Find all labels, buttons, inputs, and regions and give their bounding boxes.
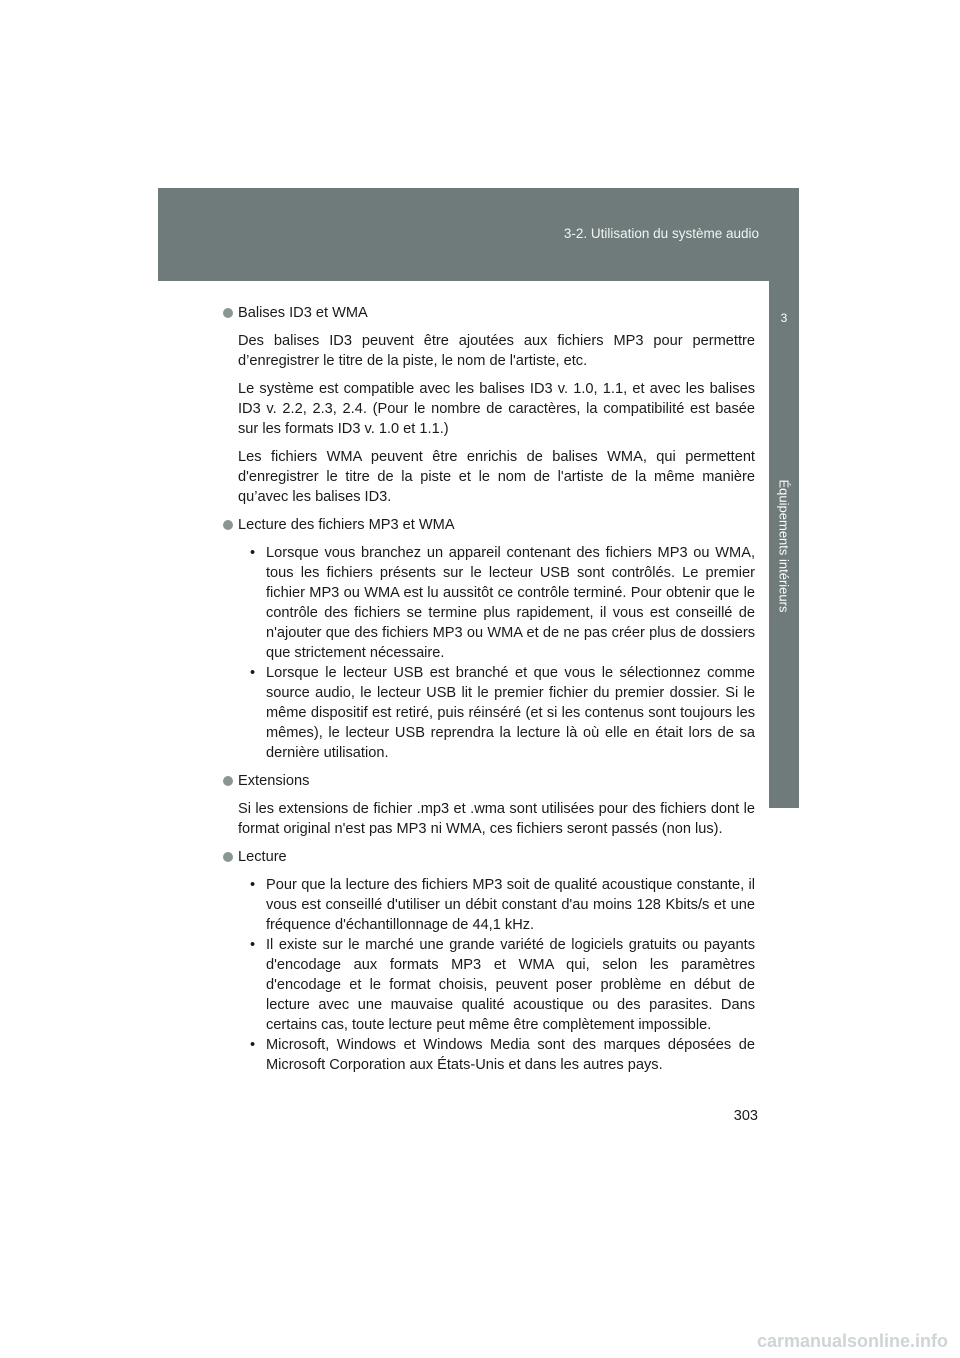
section-id3-wma xyxy=(238,303,755,507)
page-number: 303 xyxy=(733,1108,758,1124)
chapter-side-tab xyxy=(769,281,799,808)
section-bullet-icon xyxy=(223,852,233,862)
chapter-label: Équipements intérieurs xyxy=(776,479,792,613)
list-item-text: Lorsque le lecteur USB est branché et que vous le sélectionnez comme source audio, le lecteur USB lit le premier fichier du premier dossier. Si le même dispositif est retiré, puis réinséré (et si les contenus sont toujours les mêmes), le lecteur USB reprendra la lecture là où elle en était lors de sa dernière utilisation. xyxy=(266,665,755,761)
section-heading-text: Lecture des fichiers MP3 et WMA xyxy=(238,517,455,533)
list-bullet-icon: • xyxy=(250,665,256,681)
list-item xyxy=(238,875,755,935)
list-item xyxy=(238,935,755,1035)
chapter-number: 3 xyxy=(780,311,788,325)
list-item-text: Pour que la lecture des fichiers MP3 soit de qualité acoustique constante, il vous est conseillé d'utiliser un débit constant d'au moins 128 Kbits/s et une fréquence d'échantillonnage de 44,1 kHz. xyxy=(266,877,755,933)
paragraph: Si les extensions de fichier .mp3 et .wma sont utilisées pour des fichiers dont le format original n'est pas MP3 ni WMA, ces fichiers seront passés (non lus). xyxy=(238,801,755,837)
list-item-text: Il existe sur le marché une grande variété de logiciels gratuits ou payants d'encodage aux formats MP3 et WMA qui, selon les paramètres d'encodage et le format choisis, peuvent poser problème en début de lecture avec une mauvaise qualité acoustique ou des parasites. Dans certains cas, toute lecture peut même être complètement impossible. xyxy=(266,937,755,1033)
list-item-text: Lorsque vous branchez un appareil contenant des fichiers MP3 ou WMA, tous les fichiers présents sur le lecteur USB sont contrôlés. Le premier fichier MP3 ou WMA est lu aussitôt ce contrôle terminé. Pour obtenir que le contrôle des fichiers se termine plus rapidement, il vous est conseillé de n'ajouter que des fichiers MP3 ou WMA et de ne pas créer plus de dossiers que strictement nécessaire. xyxy=(266,545,755,661)
section-heading-text: Lecture xyxy=(238,849,287,865)
bullet-list xyxy=(238,875,755,1075)
section-heading xyxy=(223,515,755,535)
section-lecture-mp3-wma xyxy=(238,515,755,763)
section-bullet-icon xyxy=(223,308,233,318)
paragraph: Le système est compatible avec les balises ID3 v. 1.0, 1.1, et avec les balises ID3 v. 2.2, 2.3, 2.4. (Pour le nombre de caractères, la compatibilité est basée sur les formats ID3 v. 1.0 et 1.1.) xyxy=(238,381,755,437)
section-heading xyxy=(223,847,755,867)
list-item xyxy=(238,663,755,763)
list-item-text: Microsoft, Windows et Windows Media sont des marques déposées de Microsoft Corporation aux États-Unis et dans les autres pays. xyxy=(266,1037,755,1073)
section-lecture xyxy=(238,847,755,1075)
section-bullet-icon xyxy=(223,520,233,530)
list-bullet-icon: • xyxy=(250,545,256,561)
list-item xyxy=(238,1035,755,1075)
watermark: carmanualsonline.info xyxy=(756,1331,948,1351)
section-header-band xyxy=(158,188,799,281)
section-heading-text: Extensions xyxy=(238,773,310,789)
list-bullet-icon: • xyxy=(250,1037,256,1053)
page-content xyxy=(238,303,755,1083)
list-bullet-icon: • xyxy=(250,877,256,893)
section-heading xyxy=(223,771,755,791)
section-bullet-icon xyxy=(223,776,233,786)
section-heading xyxy=(223,303,755,323)
section-heading-text: Balises ID3 et WMA xyxy=(238,305,368,321)
paragraph: Des balises ID3 peuvent être ajoutées aux fichiers MP3 pour permettre d’enregistrer le titre de la piste, le nom de l'artiste, etc. xyxy=(238,333,755,369)
list-item xyxy=(238,543,755,663)
paragraph: Les fichiers WMA peuvent être enrichis de balises WMA, qui permettent d'enregistrer le titre de la piste et le nom de l'artiste de la même manière qu’avec les balises ID3. xyxy=(238,449,755,505)
bullet-list xyxy=(238,543,755,763)
section-extensions xyxy=(238,771,755,839)
list-bullet-icon: • xyxy=(250,937,256,953)
section-title: 3-2. Utilisation du système audio xyxy=(563,226,759,241)
